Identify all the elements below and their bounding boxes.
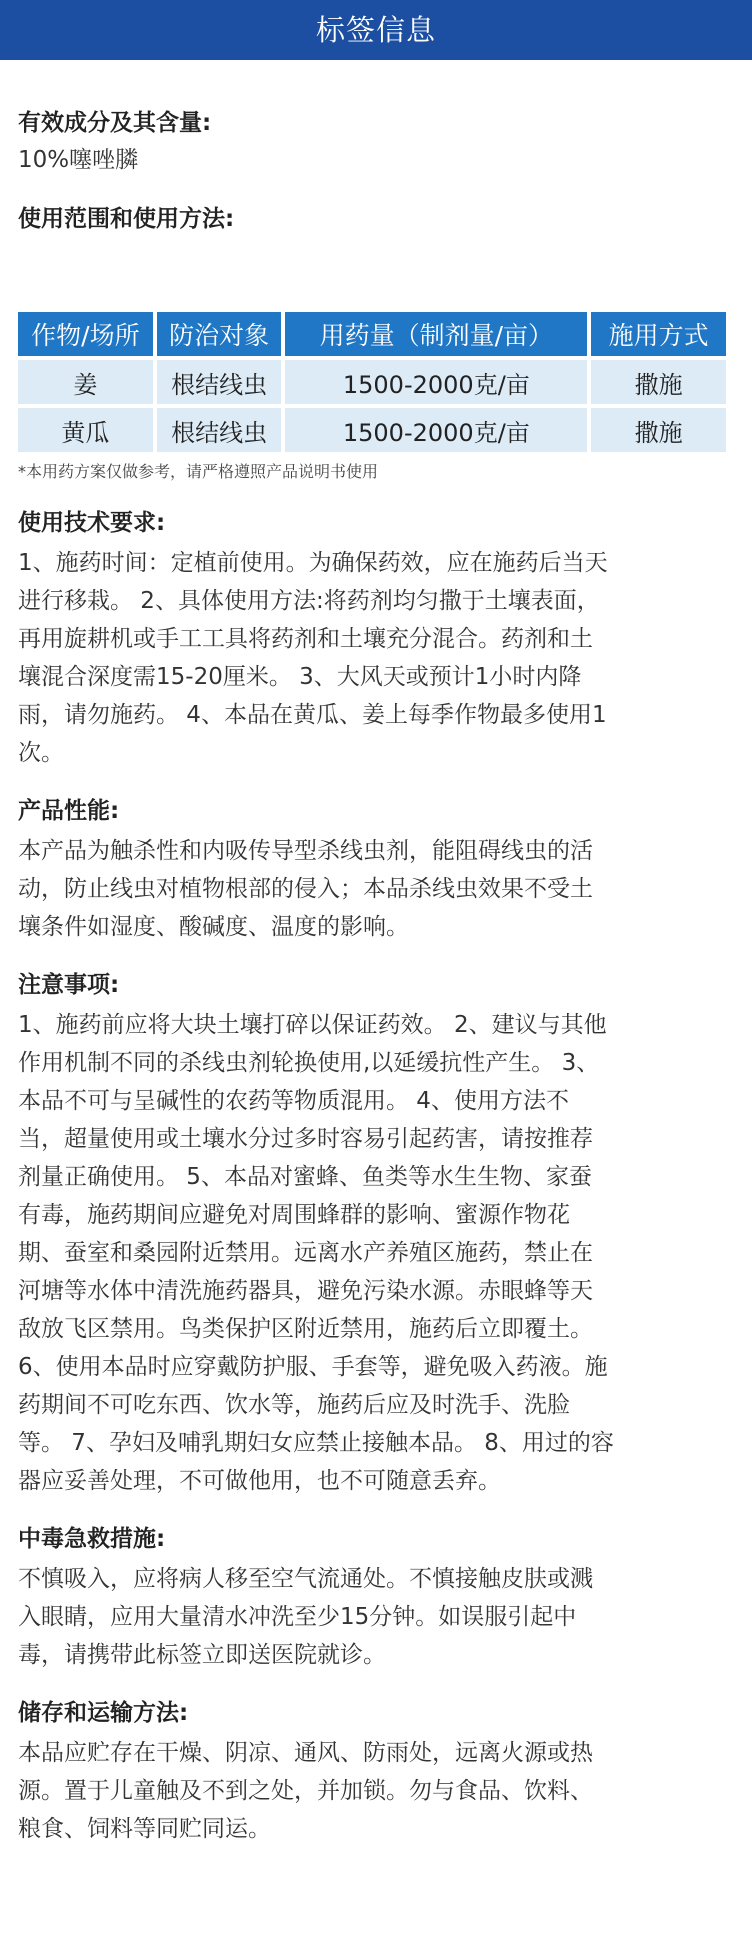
cell-dosage: 1500-2000克/亩	[285, 360, 587, 404]
column-header-target: 防治对象	[157, 312, 282, 356]
section-title: 中毒急救措施:	[18, 1526, 166, 1552]
section-line: 器应妥善处理，不可做他用，也不可随意丢弃。	[18, 1468, 501, 1494]
section-line: 再用旋耕机或手工工具将药剂和土壤充分混合。药剂和土	[18, 626, 593, 652]
section-line: 本品应贮存在干燥、阴凉、通风、防雨处，远离火源或热	[18, 1740, 593, 1766]
cell-method: 撒施	[591, 408, 726, 452]
cell-dosage: 1500-2000克/亩	[285, 408, 587, 452]
section-line: 粮食、饲料等同贮同运。	[18, 1816, 271, 1842]
section-title: 注意事项:	[18, 972, 120, 998]
section-line: 1、施药时间：定植前使用。为确保药效，应在施药后当天	[18, 550, 608, 576]
usage-note: *本用药方案仅做参考，请严格遵照产品说明书使用	[18, 462, 379, 481]
cell-crop: 黄瓜	[18, 408, 153, 452]
section-line: 药期间不可吃东西、饮水等，施药后应及时洗手、洗脸	[18, 1392, 570, 1418]
table-row	[18, 360, 726, 404]
section-line: 次。	[18, 740, 64, 766]
section-line: 期、蚕室和桑园附近禁用。远离水产养殖区施药，禁止在	[18, 1240, 593, 1266]
column-header-dosage: 用药量（制剂量/亩）	[285, 312, 587, 356]
section-line: 进行移栽。 2、具体使用方法:将药剂均匀撒于土壤表面，	[18, 588, 600, 614]
section-line: 1、施药前应将大块土壤打碎以保证药效。 2、建议与其他	[18, 1012, 607, 1038]
section-line: 敌放飞区禁用。鸟类保护区附近禁用，施药后立即覆土。	[18, 1316, 593, 1342]
section-line: 当，超量使用或土壤水分过多时容易引起药害，请按推荐	[18, 1126, 593, 1152]
first-aid-section	[18, 1522, 734, 1674]
cell-target: 根结线虫	[157, 360, 282, 404]
section-line: 源。置于儿童触及不到之处，并加锁。勿与食品、饮料、	[18, 1778, 593, 1804]
scope-title: 使用范围和使用方法:	[18, 206, 235, 232]
section-line: 壤条件如湿度、酸碱度、温度的影响。	[18, 914, 409, 940]
ingredient-title: 有效成分及其含量:	[18, 110, 212, 136]
ingredient-value: 10%噻唑膦	[18, 147, 139, 173]
ingredient-section	[18, 60, 734, 176]
column-header-method: 施用方式	[591, 312, 726, 356]
section-line: 入眼睛，应用大量清水冲洗至少15分钟。如误服引起中	[18, 1604, 577, 1630]
section-line: 剂量正确使用。 5、本品对蜜蜂、鱼类等水生生物、家蚕	[18, 1164, 592, 1190]
table-row	[18, 408, 726, 452]
section-line: 作用机制不同的杀线虫剂轮换使用,以延缓抗性产生。 3、	[18, 1050, 600, 1076]
section-line: 6、使用本品时应穿戴防护服、手套等，避免吸入药液。施	[18, 1354, 608, 1380]
cell-target: 根结线虫	[157, 408, 282, 452]
page-header	[0, 0, 752, 60]
section-title: 产品性能:	[18, 798, 120, 824]
table-header-row	[18, 312, 726, 356]
column-header-crop: 作物/场所	[18, 312, 153, 356]
section-line: 等。 7、孕妇及哺乳期妇女应禁止接触本品。 8、用过的容	[18, 1430, 614, 1456]
product-performance-section	[18, 794, 734, 946]
page-title: 标签信息	[315, 13, 436, 47]
label-content	[0, 60, 752, 1848]
section-line: 毒，请携带此标签立即送医院就诊。	[18, 1642, 386, 1668]
storage-section	[18, 1696, 734, 1848]
section-line: 河塘等水体中清洗施药器具，避免污染水源。赤眼蜂等天	[18, 1278, 593, 1304]
section-line: 本品不可与呈碱性的农药等物质混用。 4、使用方法不	[18, 1088, 569, 1114]
scope-section	[18, 202, 734, 236]
section-line: 雨，请勿施药。 4、本品在黄瓜、姜上每季作物最多使用1	[18, 702, 607, 728]
section-line: 不慎吸入，应将病人移至空气流通处。不慎接触皮肤或溅	[18, 1566, 593, 1592]
section-line: 有毒，施药期间应避免对周围蜂群的影响、蜜源作物花	[18, 1202, 570, 1228]
section-line: 动，防止线虫对植物根部的侵入；本品杀线虫效果不受土	[18, 876, 593, 902]
section-line: 本产品为触杀性和内吸传导型杀线虫剂，能阻碍线虫的活	[18, 838, 593, 864]
precautions-section	[18, 968, 734, 1500]
tech-requirements-section	[18, 506, 734, 772]
cell-method: 撒施	[591, 360, 726, 404]
section-title: 使用技术要求:	[18, 510, 166, 536]
section-title: 储存和运输方法:	[18, 1700, 189, 1726]
section-line: 壤混合深度需15-20厘米。 3、大风天或预计1小时内降	[18, 664, 582, 690]
cell-crop: 姜	[18, 360, 153, 404]
usage-table	[14, 308, 730, 456]
